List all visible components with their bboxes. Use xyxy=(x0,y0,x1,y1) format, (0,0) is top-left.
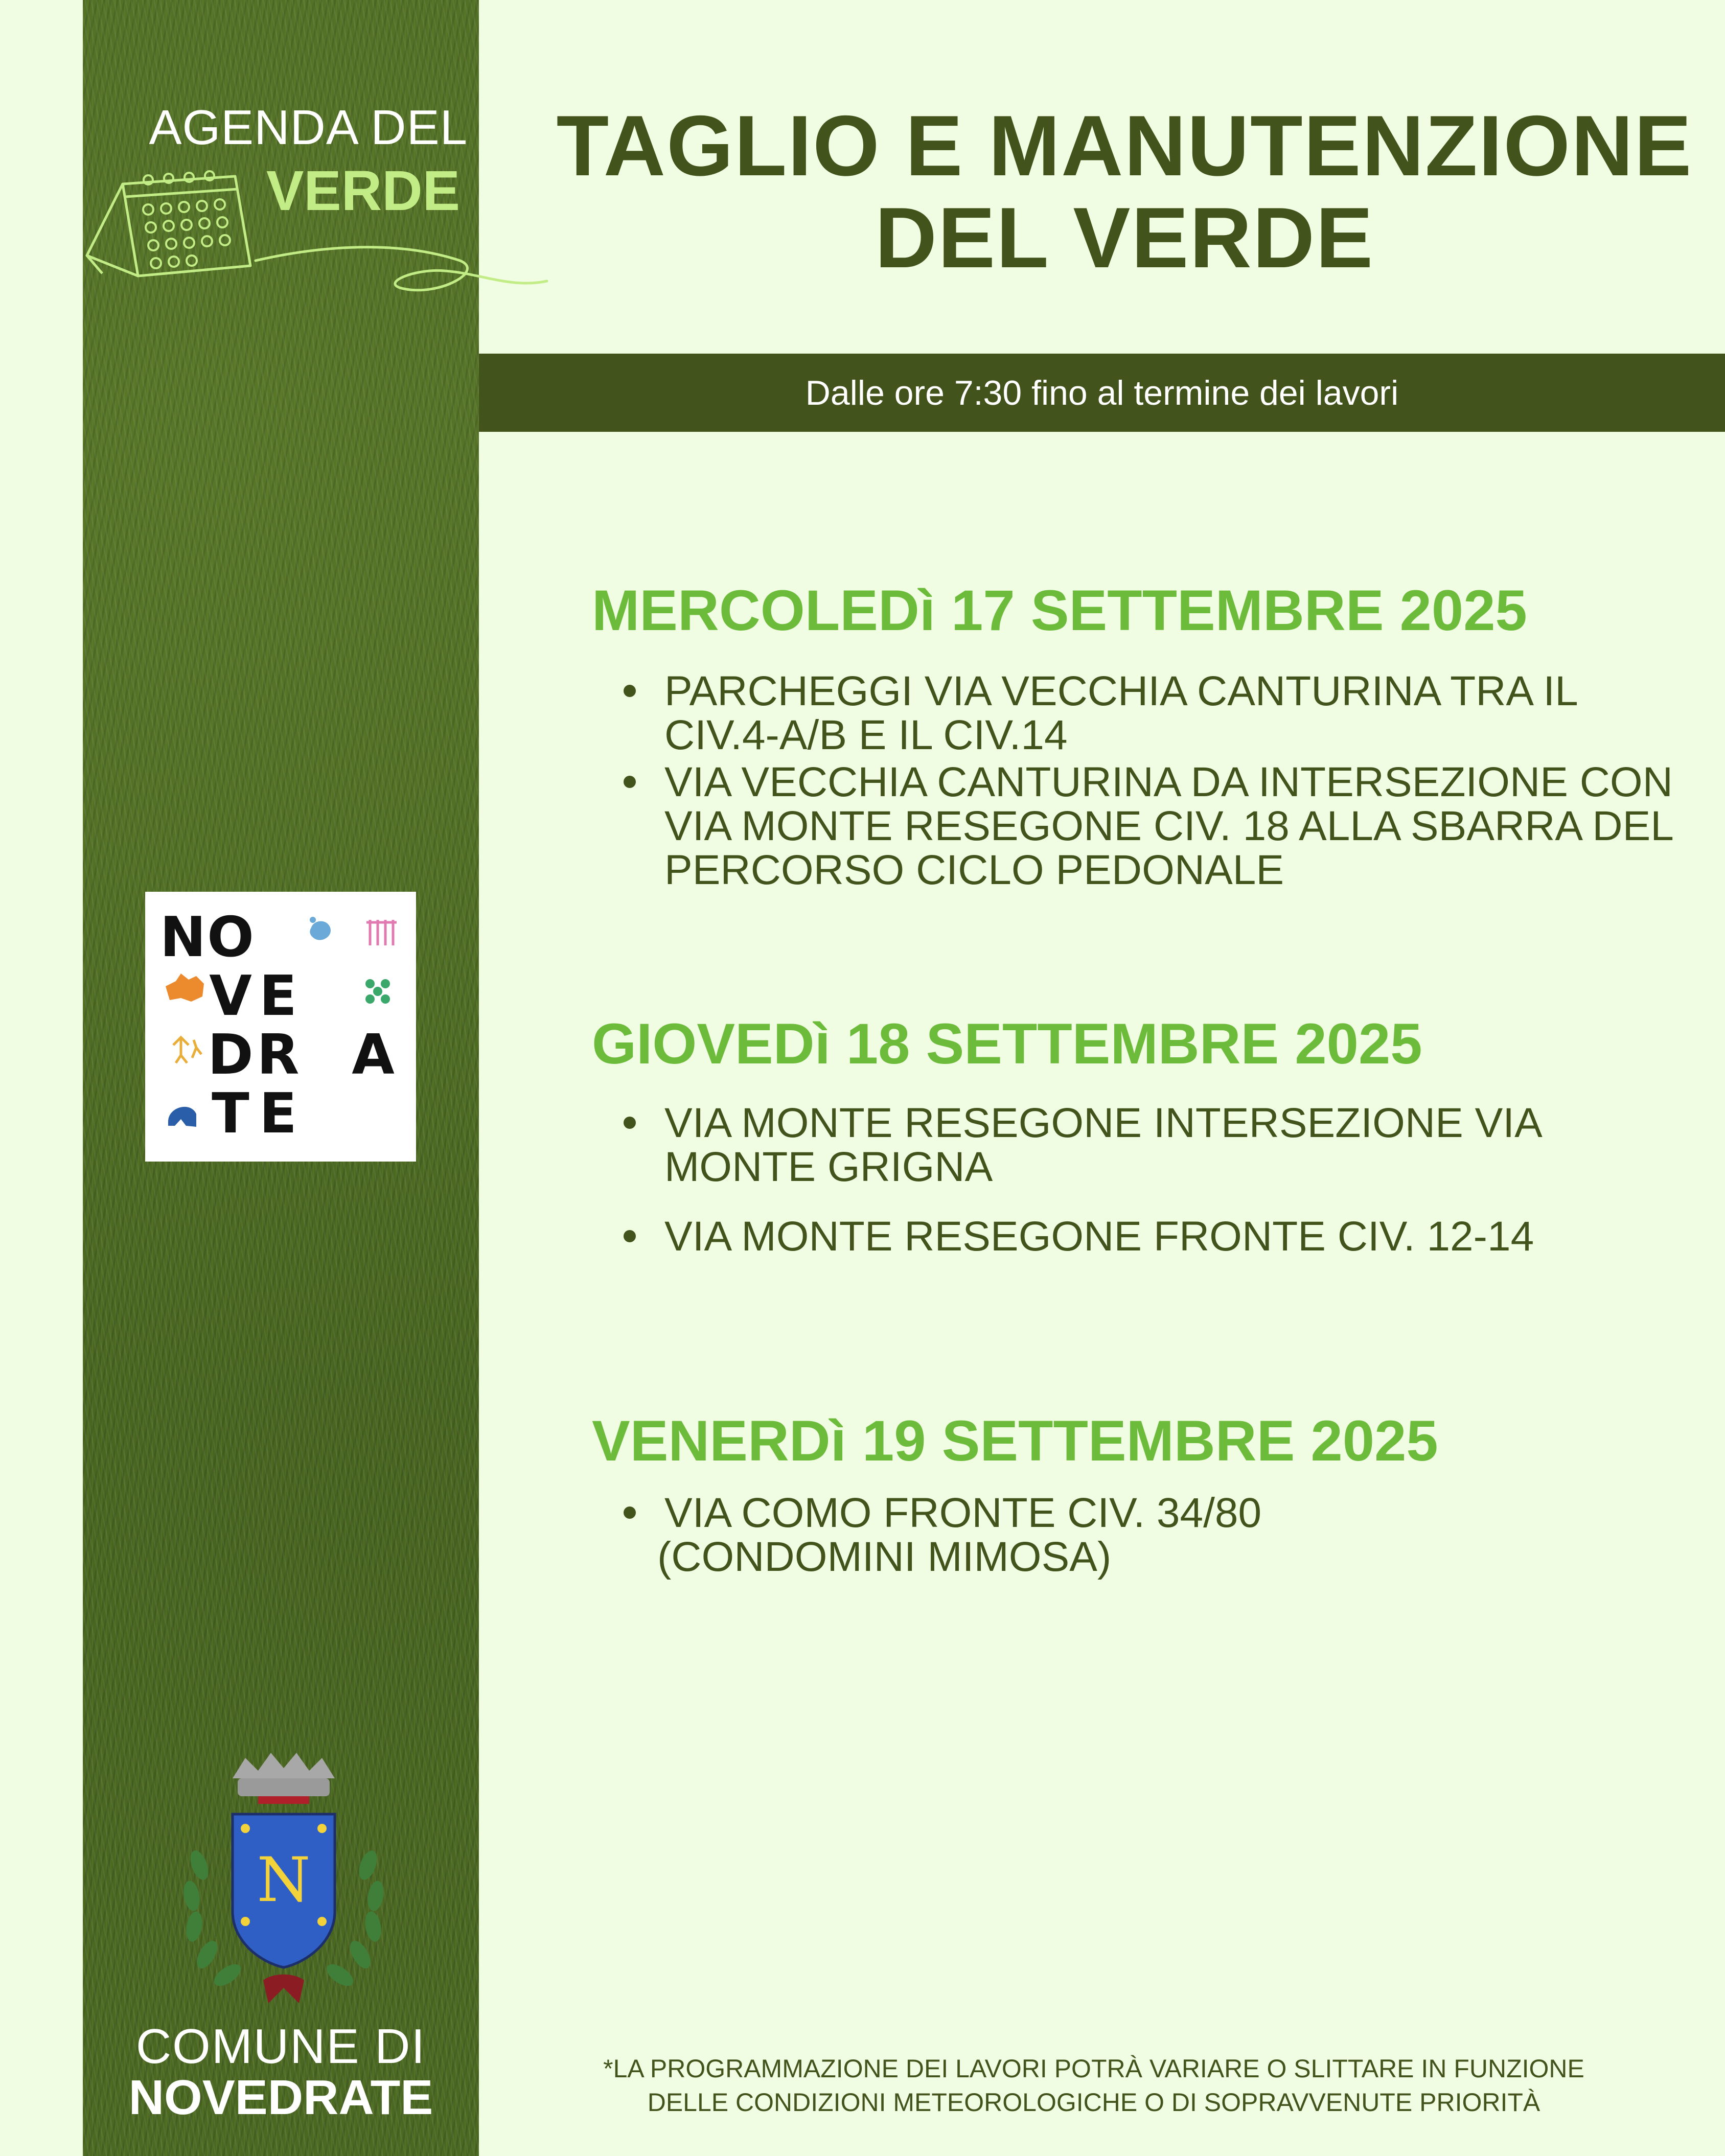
agenda-title-line2: VERDE xyxy=(266,159,460,222)
logo-letter: N xyxy=(159,906,206,969)
lake-icon xyxy=(310,917,331,940)
title-line2: DEL VERDE xyxy=(875,190,1374,286)
footnote-line2: DELLE CONDIZIONI METEOROLOGICHE O DI SOPRAVVENUTE PRIORITÀ xyxy=(647,2088,1540,2117)
novedrate-logo xyxy=(145,892,416,1162)
item-line: VIA COMO FRONTE CIV. 34/80 xyxy=(664,1490,1262,1536)
comune-label: COMUNE DI xyxy=(135,2019,426,2074)
list-item xyxy=(624,1215,1697,1259)
list-wednesday xyxy=(624,669,1697,892)
list-friday xyxy=(624,1491,1697,1579)
bars-icon xyxy=(366,920,397,945)
item-line: (CONDOMINI MIMOSA) xyxy=(657,1534,1112,1580)
figures-icon xyxy=(173,1037,201,1063)
comune-name: NOVEDRATE xyxy=(128,2070,433,2125)
item-line: VIA MONTE RESEGONE CIV. 18 ALLA SBARRA DEL xyxy=(664,803,1674,849)
day-heading-wednesday: MERCOLEDì 17 SETTEMBRE 2025 xyxy=(592,578,1527,642)
item-line: VIA MONTE RESEGONE FRONTE CIV. 12-14 xyxy=(664,1213,1534,1260)
disclaimer-footnote xyxy=(521,2052,1666,2119)
crest-letter: N xyxy=(257,1845,311,1916)
day-heading-friday: VENERDì 19 SETTEMBRE 2025 xyxy=(592,1409,1438,1473)
item-line: MONTE GRIGNA xyxy=(664,1144,993,1190)
swirl-decoration xyxy=(245,240,552,312)
item-line: CIV.4-A/B E IL CIV.14 xyxy=(664,712,1068,758)
bullet-icon xyxy=(624,1506,636,1519)
bullet-icon xyxy=(624,685,636,697)
coat-of-arms-icon xyxy=(169,1748,399,2034)
clover-icon xyxy=(365,979,390,1004)
hours-text: Dalle ore 7:30 fino al termine dei lavori xyxy=(805,373,1399,412)
day-heading-thursday: GIOVEDì 18 SETTEMBRE 2025 xyxy=(592,1012,1422,1076)
item-line: VIA MONTE RESEGONE INTERSEZIONE VIA xyxy=(664,1100,1543,1146)
logo-letter: R xyxy=(257,1023,300,1087)
list-item xyxy=(624,1491,1697,1579)
logo-letter: V xyxy=(209,964,252,1028)
list-item xyxy=(624,669,1697,757)
footnote-line1: *LA PROGRAMMAZIONE DEI LAVORI POTRÀ VARIARE O SLITTARE IN FUNZIONE xyxy=(603,2054,1584,2083)
bullet-icon xyxy=(624,1230,636,1242)
item-line: VIA VECCHIA CANTURINA DA INTERSEZIONE CON xyxy=(664,759,1673,805)
title-line1: TAGLIO E MANUTENZIONE xyxy=(556,98,1693,194)
page-title xyxy=(532,100,1717,284)
list-thursday xyxy=(624,1101,1697,1259)
list-item xyxy=(624,760,1697,892)
logo-letter: O xyxy=(207,906,254,969)
map-icon xyxy=(166,973,204,1002)
list-item xyxy=(624,1101,1697,1189)
logo-letter: E xyxy=(259,1082,297,1146)
agenda-title-line1: AGENDA DEL xyxy=(149,100,468,155)
hours-banner xyxy=(479,354,1725,432)
item-line: PERCORSO CICLO PEDONALE xyxy=(664,847,1284,893)
logo-glyphs xyxy=(145,892,416,1162)
logo-letter: D xyxy=(208,1023,254,1087)
item-line: PARCHEGGI VIA VECCHIA CANTURINA TRA IL xyxy=(664,668,1578,714)
bullet-icon xyxy=(624,776,636,788)
bullet-icon xyxy=(624,1117,636,1129)
logo-letter: T xyxy=(212,1082,249,1146)
helmet-icon xyxy=(168,1107,196,1127)
logo-letter: A xyxy=(352,1023,395,1087)
logo-letter: E xyxy=(259,964,297,1028)
